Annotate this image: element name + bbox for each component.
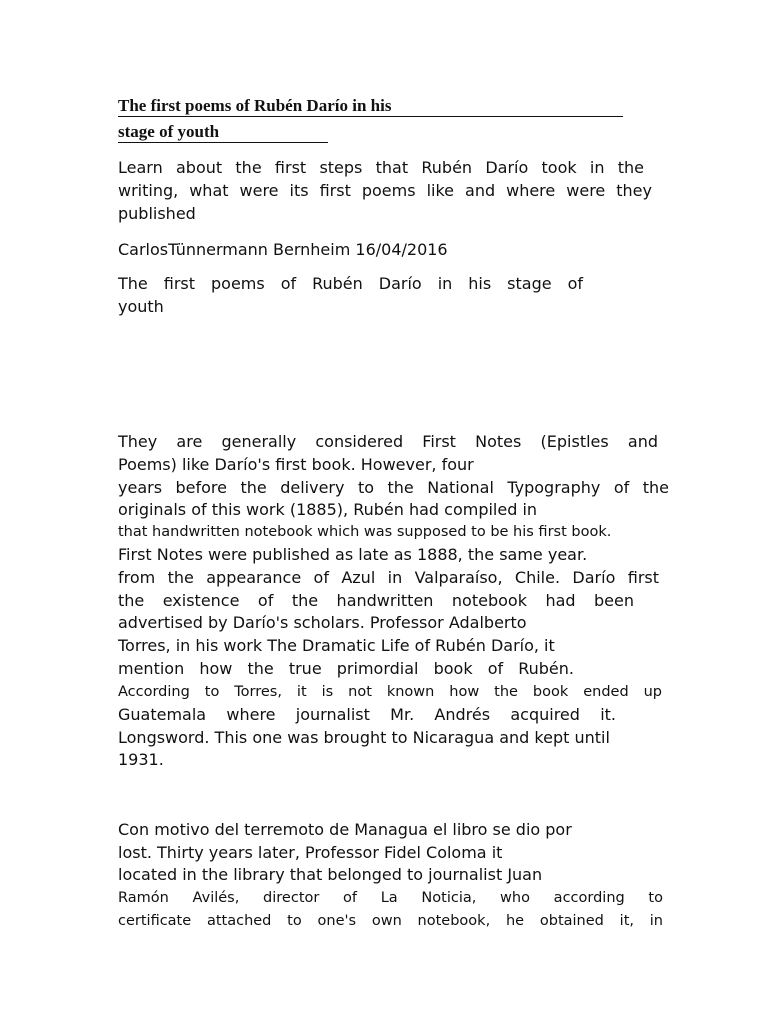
paragraph-line: located in the library that belonged to journalist Juan xyxy=(118,865,543,884)
paragraph-line: Longsword. This one was brought to Nicaragua and kept until xyxy=(118,728,610,747)
paragraph-line: originals of this work (1885), Rubén had compiled in xyxy=(118,500,538,519)
paragraph-line: Torres, in his work The Dramatic Life of Rubén Darío, it xyxy=(118,636,555,655)
paragraph-line: that handwritten notebook which was supposed to be his first book. xyxy=(118,524,612,540)
paragraph-line: Guatemala where journalist Mr. Andrés acquired it. xyxy=(118,705,616,724)
paragraph-line: According to Torres, it is not known how the book ended up xyxy=(118,684,662,700)
paragraph-line: They are generally considered First Notes (Epistles and xyxy=(118,432,658,451)
paragraph-line: Con motivo del terremoto de Managua el libro se dio por xyxy=(118,820,572,839)
subtitle-line: youth xyxy=(118,297,164,316)
intro-line: published xyxy=(118,204,196,223)
paragraph-line: First Notes were published as late as 1888, the same year. xyxy=(118,545,588,564)
paragraph-line: mention how the true primordial book of Rubén. xyxy=(118,659,574,678)
paragraph-line: years before the delivery to the National Typography of the xyxy=(118,478,669,497)
paragraph-line: Ramón Avilés, director of La Noticia, who according to xyxy=(118,890,663,906)
intro-line: writing, what were its first poems like and where were they xyxy=(118,181,652,200)
intro-line: Learn about the first steps that Rubén Darío took in the xyxy=(118,158,644,177)
document-title-line-1: The first poems of Rubén Darío in his xyxy=(118,96,623,117)
paragraph-line: lost. Thirty years later, Professor Fidel Coloma it xyxy=(118,843,503,862)
paragraph-line: Poems) like Darío's first book. However, four xyxy=(118,455,474,474)
paragraph-line: from the appearance of Azul in Valparaíso, Chile. Darío first xyxy=(118,568,659,587)
subtitle-line: The first poems of Rubén Darío in his stage of xyxy=(118,274,583,293)
paragraph-line: the existence of the handwritten notebook had been xyxy=(118,591,634,610)
paragraph-line: 1931. xyxy=(118,750,164,769)
paragraph-line: advertised by Darío's scholars. Professor Adalberto xyxy=(118,613,527,632)
paragraph-line: certificate attached to one's own notebook, he obtained it, in xyxy=(118,913,663,929)
document-title-line-2: stage of youth xyxy=(118,122,328,143)
byline: CarlosTünnermann Bernheim 16/04/2016 xyxy=(118,240,448,259)
